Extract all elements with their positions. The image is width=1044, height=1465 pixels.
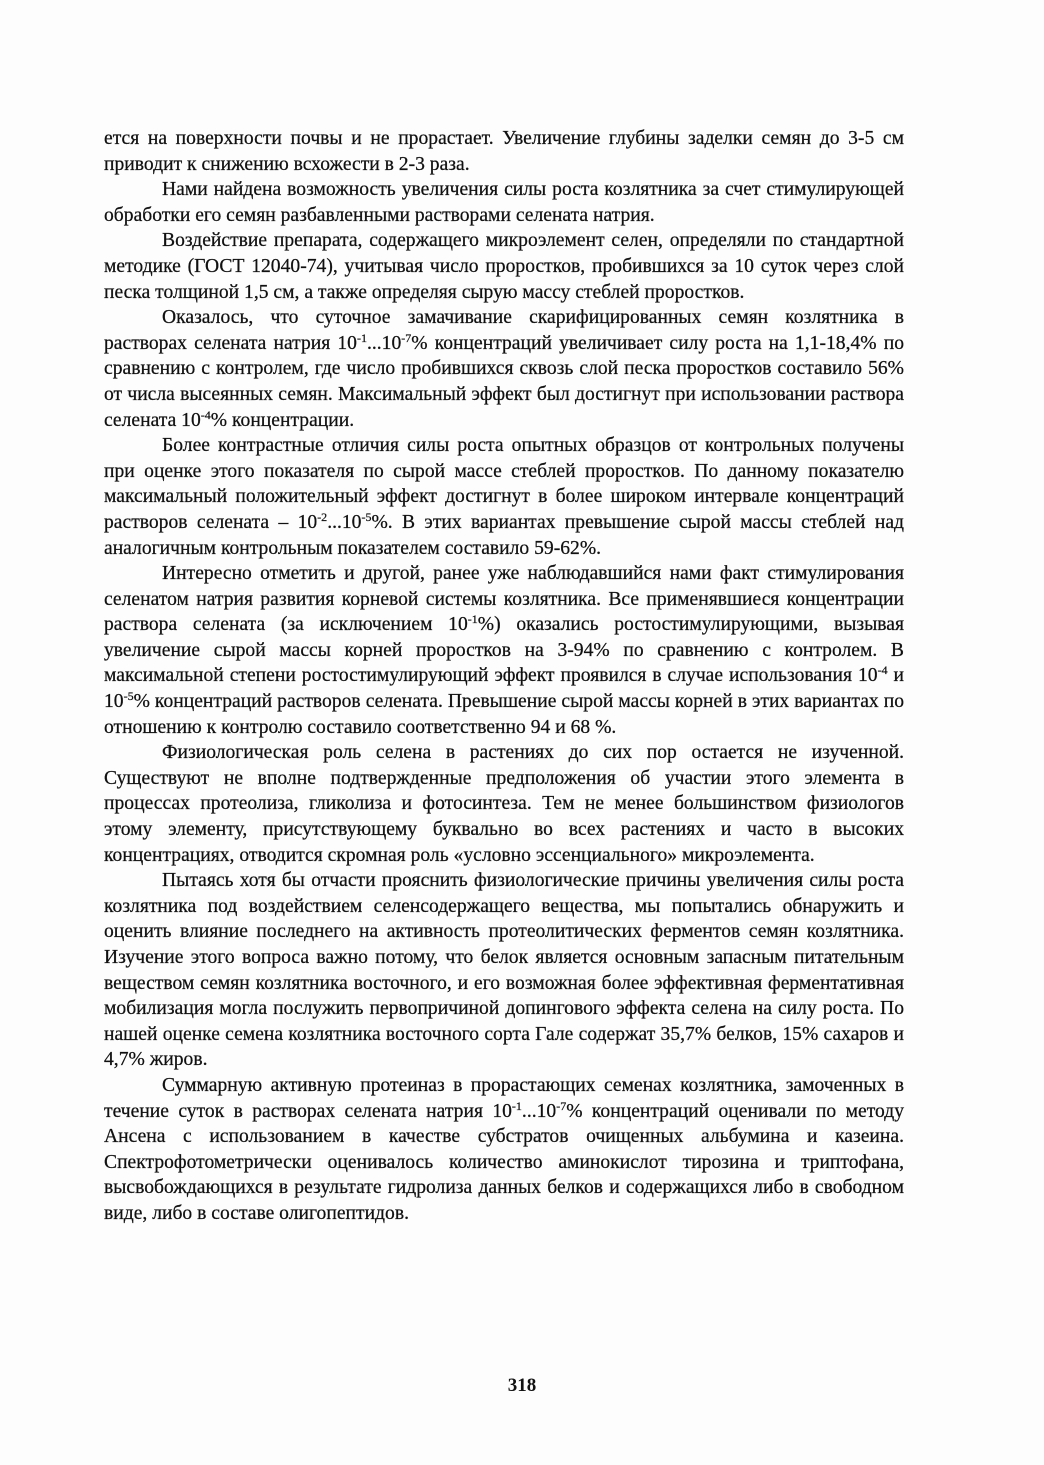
paragraph-6-text: % концентраций растворов селената. Превышение сырой массы корней в этих вариантах по отношению к контролю составило соответственно 94 и 68 %.	[104, 691, 904, 738]
paragraph-1: ется на поверхности почвы и не прорастает. Увеличение глубины заделки семян до 3-5 см приводит к снижению всхожести в 2-3 раза.	[104, 128, 904, 175]
paragraph-8: Пытаясь хотя бы отчасти прояснить физиологические причины увеличения силы роста козлятника под воздействием селенсодержащего вещества, мы попытались обнаружить и оценить влияние последнего на активность протеолитических ферментов семян козлятника. Изучение этого вопроса важно потому, что белок является основным запасным питательным веществом семян козлятника восточного, и его возможная более эффективная ферментативная мобилизация могла послужить первопричиной допингового эффекта селена на силу роста. По нашей оценке семена козлятника восточного сорта Гале содержат 35,7% белков, 15% сахаров и 4,7% жиров.	[104, 870, 904, 1071]
paragraph-9-text: Суммарную активную протеиназ в прорастающих семенах козлятника, замоченных в течение суток в растворах селената натрия 10	[104, 1074, 904, 1122]
exponent: -1	[356, 330, 367, 345]
exponent: -2	[317, 509, 328, 524]
paragraph-9	[104, 1073, 904, 1227]
exponent: -7	[401, 330, 412, 345]
paragraph-6-text: %) оказались ростостимулирующими, вызывая увеличение сырой массы корней проростков на 3-94% по сравнению с контролем. В максимальной степени ростостимулирующий эффект проявился в случае использования 10	[104, 614, 904, 687]
paragraph-5	[104, 433, 904, 561]
paragraph-4-text: ...10	[366, 332, 402, 354]
paragraph-7: Физиологическая роль селена в растениях до сих пор остается не изученной. Существуют не вполне подтвержденные предположения об участии этого элемента в процессах протеолиза, гликолиза и фотосинтеза. Тем не менее большинством физиологов этому элементу, присутствующему буквально во всех растениях и часто в высоких концентрациях, отводится скромная роль «условно эссенциального» микроэлемента.	[104, 742, 904, 866]
paragraph-4-text: Оказалось, что суточное замачивание скарифицированных семян козлятника в растворах селената натрия 10	[104, 307, 904, 354]
exponent: -7	[556, 1098, 567, 1113]
paragraph-4-text: % концентрации.	[210, 409, 355, 431]
paragraph-4	[104, 305, 904, 433]
exponent: -1	[511, 1098, 522, 1113]
exponent: -5	[361, 509, 372, 524]
exponent: -1	[467, 612, 478, 627]
paragraph-6	[104, 561, 904, 740]
paragraph-5-text: Более контрастные отличия силы роста опытных образцов от контрольных получены при оценке этого показателя по сырой массе стеблей проростков. По данному показателю максимальный положительный эффект достигнут в более широком интервале концентраций растворов селената – 10	[104, 435, 904, 533]
paragraph-9-text: ...10	[521, 1100, 557, 1122]
paragraph-9-text: % концентраций оценивали по методу Ансена с использованием в качестве субстратов очищенных альбумина и казеина. Спектрофотометрически оценивалось количество аминокислот тирозина и триптофана, высвобождающихся в результате гидролиза данных белков и содержащихся либо в свободном виде, либо в составе олигопептидов.	[104, 1100, 904, 1224]
exponent: -4	[877, 663, 888, 678]
paragraph-3: Воздействие препарата, содержащего микроэлемент селен, определяли по стандартной методике (ГОСТ 12040-74), учитывая число проростков, пробившихся за 10 суток через слой песка толщиной 1,5 см, а также определяя сырую массу стеблей проростков.	[104, 230, 904, 303]
paragraph-5-text: %. В этих вариантах превышение сырой массы стеблей над аналогичным контрольным показателем составило 59-62%.	[104, 511, 904, 559]
exponent: -4	[200, 407, 211, 422]
paragraph-2: Нами найдена возможность увеличения силы роста козлятника за счет стимулирующей обработки его семян разбавленными растворами селената натрия.	[104, 179, 904, 226]
page-number: 318	[507, 1375, 537, 1396]
paragraph-6-text: Интересно отметить и другой, ранее уже наблюдавшийся нами факт стимулирования селенатом натрия развития корневой системы козлятника. Все применявшиеся концентрации раствора селената (за исключением 10	[104, 563, 904, 636]
paragraph-4-text: % концентраций увеличивает силу роста на 1,1-18,4% по сравнению с контролем, где число пробившихся сквозь слой песка проростков составило 56% от числа высеянных семян. Максимальный эффект был достигнут при использовании раствора селената 10	[104, 332, 904, 431]
body-text	[104, 126, 904, 1227]
paragraph-5-text: ...10	[327, 511, 362, 533]
exponent: -5	[123, 689, 134, 704]
paragraph-6-text: и 10	[104, 665, 905, 713]
